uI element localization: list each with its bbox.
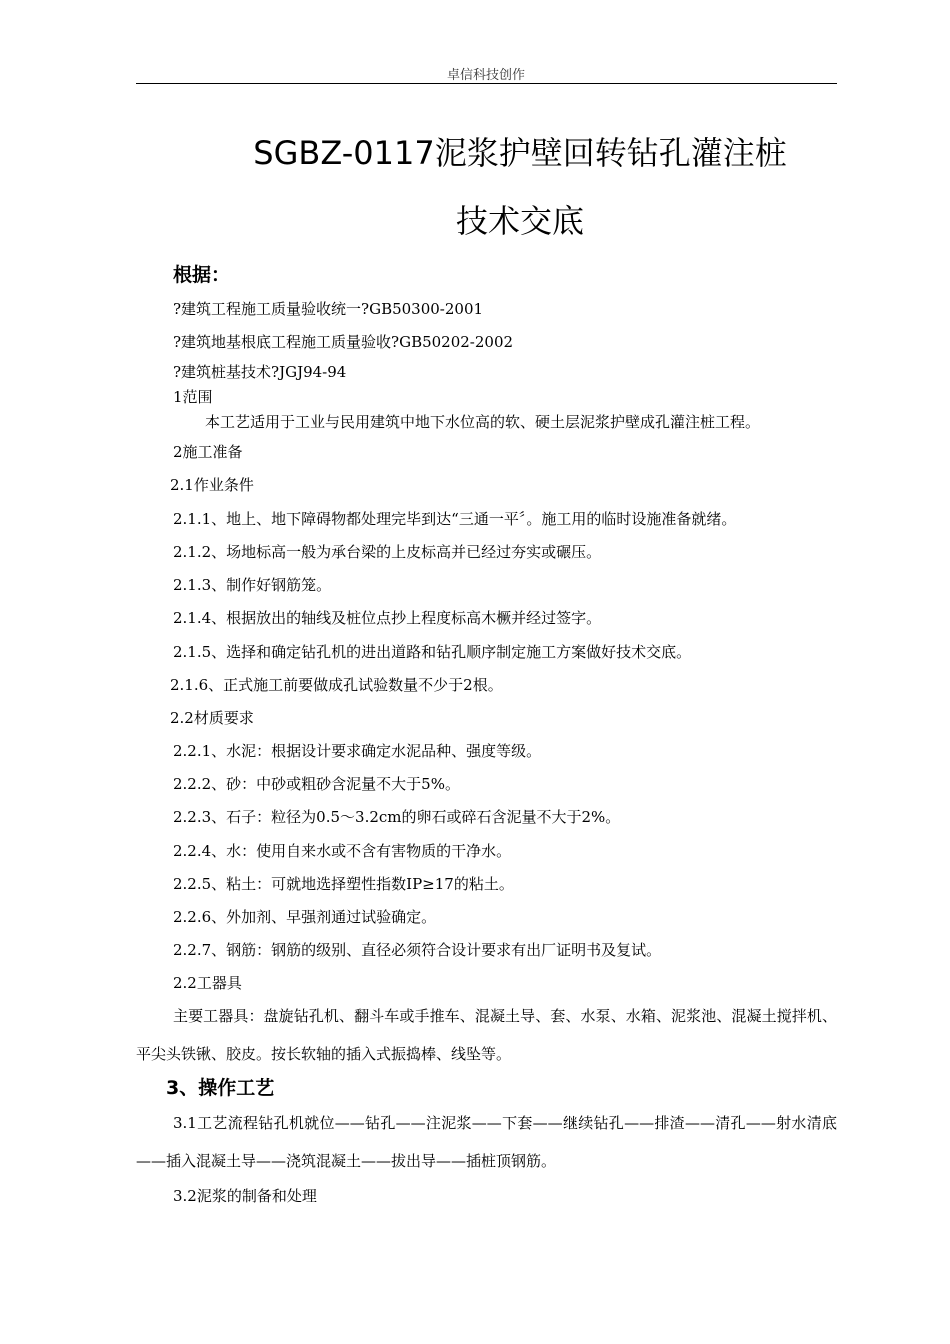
section-heading-preparation: 2施工准备 [173,443,243,461]
list-item: 2.1.1、地上、地下障碍物都处理完毕到达“三通一平〞。施工用的临时设施准备就绪。 [173,510,737,528]
reference-item: ?建筑桩基技术?JGJ94-94 [173,363,347,381]
reference-item: ?建筑工程施工质量验收统一?GB50300-2001 [173,300,484,318]
subsection-heading-mud: 3.2泥浆的制备和处理 [173,1187,317,1205]
scope-paragraph: 本工艺适用于工业与民用建筑中地下水位高的软、硬土层泥浆护壁成孔灌注桩工程。 [205,413,761,431]
list-item: 2.2.6、外加剂、早强剂通过试验确定。 [173,908,437,926]
list-item: 2.1.3、制作好钢筋笼。 [173,576,332,594]
reference-item: ?建筑地基根底工程施工质量验收?GB50202-2002 [173,333,514,351]
list-item: 2.1.4、根据放出的轴线及桩位点抄上程度标高木橛并经过签字。 [173,609,602,627]
list-item: 2.1.6、正式施工前要做成孔试验数量不少于2根。 [170,676,503,694]
list-item: 2.2.7、钢筋：钢筋的级别、直径必须符合设计要求有出厂证明书及复试。 [173,941,662,959]
subsection-heading-conditions: 2.1作业条件 [170,476,254,494]
list-item: 2.1.2、场地标高一般为承台梁的上皮标高并已经过夯实或碾压。 [173,543,602,561]
section-heading-scope: 1范围 [173,388,213,406]
list-item: 2.2.3、石子：粒径为0.5～3.2cm的卵石或碎石含泥量不大于2%。 [173,808,621,826]
list-item: 2.2.4、水：使用自来水或不含有害物质的干净水。 [173,842,512,860]
subsection-heading-materials: 2.2材质要求 [170,709,254,727]
tools-paragraph: 主要工器具：盘旋钻孔机、翻斗车或手推车、混凝土导、套、水泵、水箱、泥浆池、混凝土搅拌机、平尖头铁锹、胶皮。按长软轴的插入式振捣棒、线坠等。 [136,1007,837,1063]
subsection-heading-tools: 2.2工器具 [173,974,242,992]
list-item: 2.2.2、砂：中砂或粗砂含泥量不大于5%。 [173,775,460,793]
list-item: 2.2.1、水泥：根据设计要求确定水泥品种、强度等级。 [173,742,542,760]
page-header: 卓信科技创作 [446,68,525,83]
document-title: SGBZ-0117泥浆护壁回转钻孔灌注桩 [253,134,787,172]
list-item: 2.1.5、选择和确定钻孔机的进出道路和钻孔顺序制定施工方案做好技术交底。 [173,643,692,661]
list-item: 2.2.5、粘土：可就地选择塑性指数IP≥17的粘土。 [173,875,514,893]
header-divider [136,83,837,84]
section-heading-operation: 3、操作工艺 [166,1077,275,1099]
basis-heading: 根据： [173,264,231,286]
process-flow-paragraph: 3.1工艺流程钻孔机就位——钻孔——注泥浆——下套——继续钻孔——排渣——清孔——射水清底——插入混凝土导——浇筑混凝土——拔出导——插桩顶钢筋。 [136,1114,837,1170]
document-subtitle: 技术交底 [455,202,584,240]
